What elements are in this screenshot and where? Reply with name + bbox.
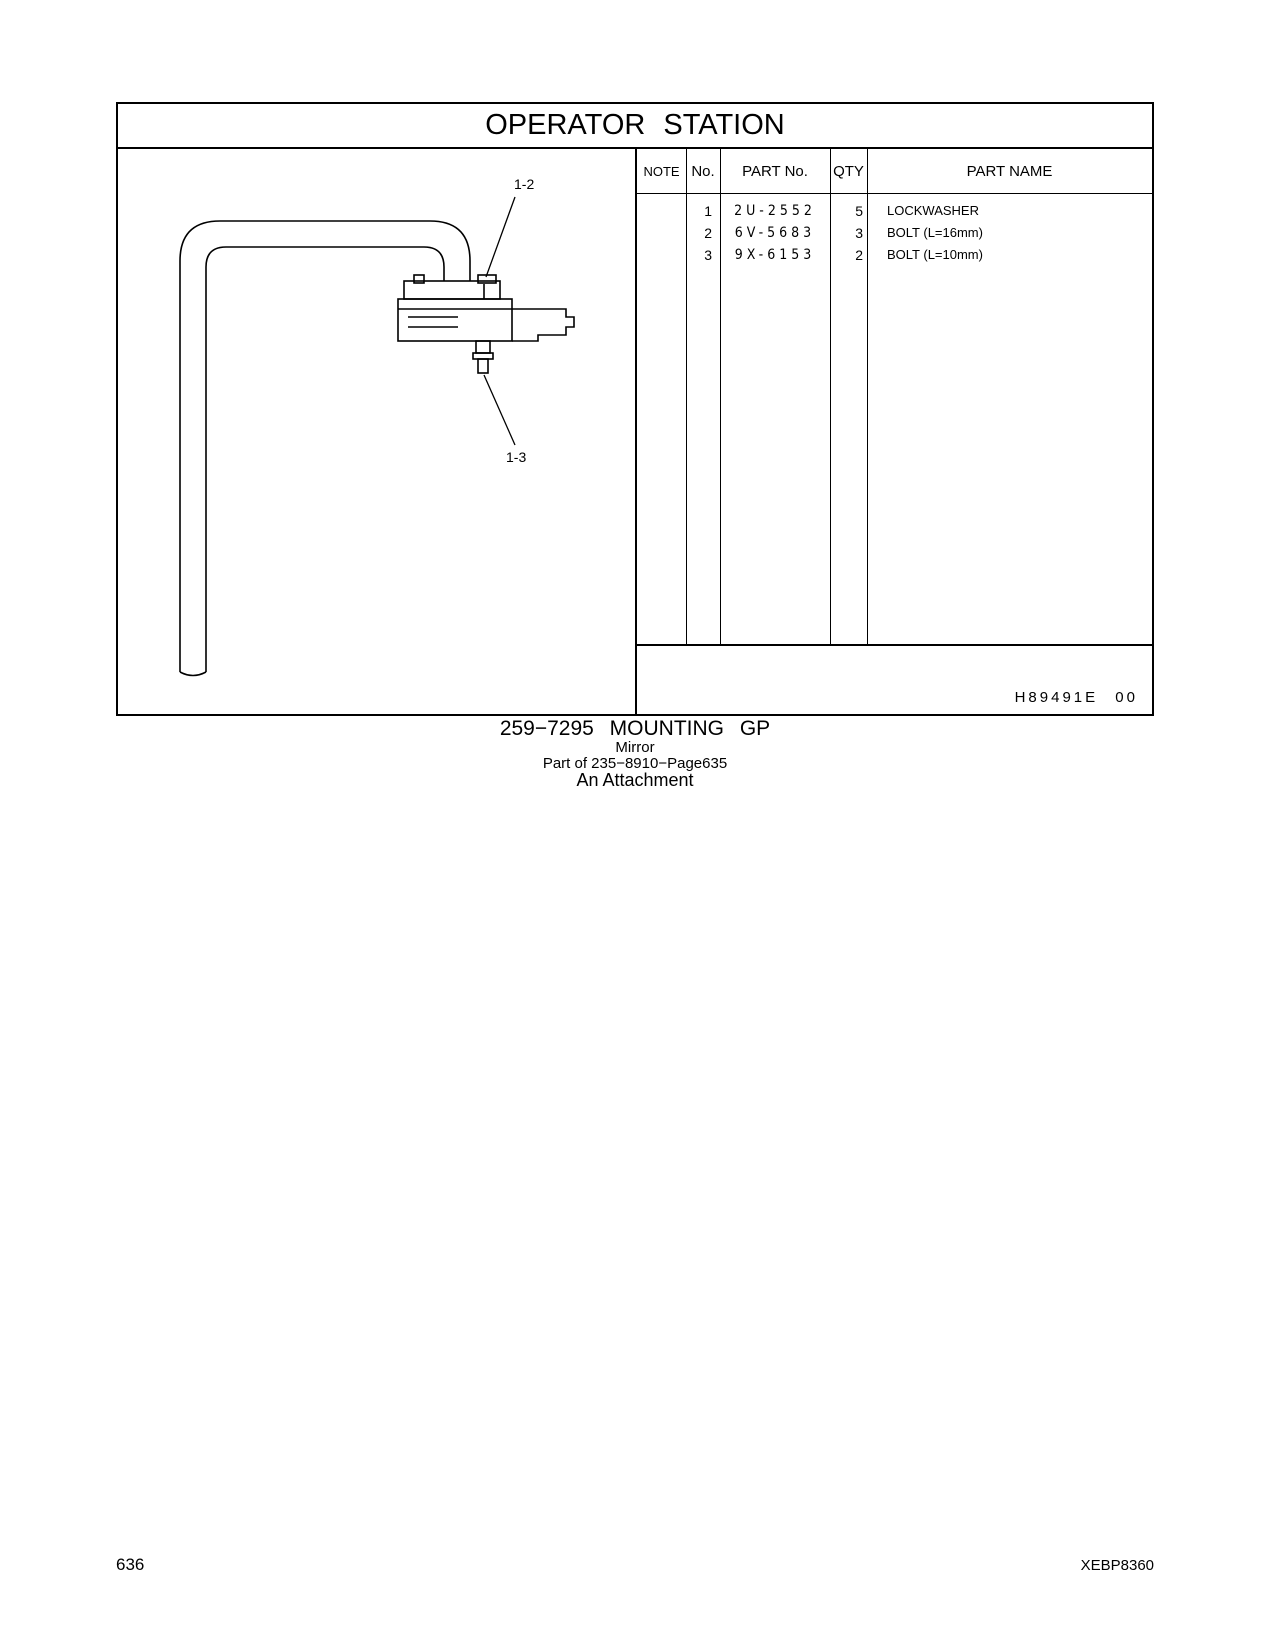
parts-frame (116, 102, 1154, 716)
callout-1-3: 1-3 (506, 449, 527, 465)
mirror-mount-drawing (118, 149, 635, 714)
row-part-name: BOLT (L=10mm) (887, 247, 983, 262)
callout-1-2: 1-2 (514, 176, 535, 192)
row-no: 2 (704, 225, 712, 241)
leader-1-3 (484, 375, 515, 445)
page-number: 636 (116, 1555, 145, 1574)
header-part-name: PART NAME (966, 162, 1053, 180)
parts-list (637, 149, 1152, 714)
header-note: NOTE (643, 163, 680, 179)
group-subtitle: Mirror (615, 739, 655, 756)
group-title: 259−7295 MOUNTING GP (499, 717, 771, 740)
group-type: An Attachment (576, 770, 694, 790)
section-title: OPERATOR STATION (118, 104, 1152, 149)
list-end-rule (637, 644, 1152, 646)
row-part-no: 6V-5683 (734, 225, 816, 241)
row-qty: 5 (855, 203, 863, 219)
row-qty: 2 (855, 247, 863, 263)
row-no: 1 (704, 203, 712, 219)
row-part-name: LOCKWASHER (887, 203, 979, 218)
header-rule (637, 193, 1152, 194)
illustration-code: H89491E 00 (1014, 689, 1138, 706)
document-code: XEBP8360 (1080, 1557, 1154, 1574)
header-part-no: PART No. (742, 162, 808, 180)
row-no: 3 (704, 247, 712, 263)
row-part-no: 2U-2552 (734, 203, 816, 219)
row-part-name: BOLT (L=16mm) (887, 225, 983, 240)
row-qty: 3 (855, 225, 863, 241)
leader-1-2 (486, 197, 515, 277)
table-row (637, 222, 1152, 244)
header-no: No. (691, 162, 715, 180)
table-row (637, 200, 1152, 222)
table-row (637, 244, 1152, 266)
group-reference: Part of 235−8910−Page635 (542, 755, 728, 772)
row-part-no: 9X-6153 (734, 247, 816, 263)
parts-illustration (118, 149, 637, 714)
header-qty: QTY (833, 162, 864, 180)
